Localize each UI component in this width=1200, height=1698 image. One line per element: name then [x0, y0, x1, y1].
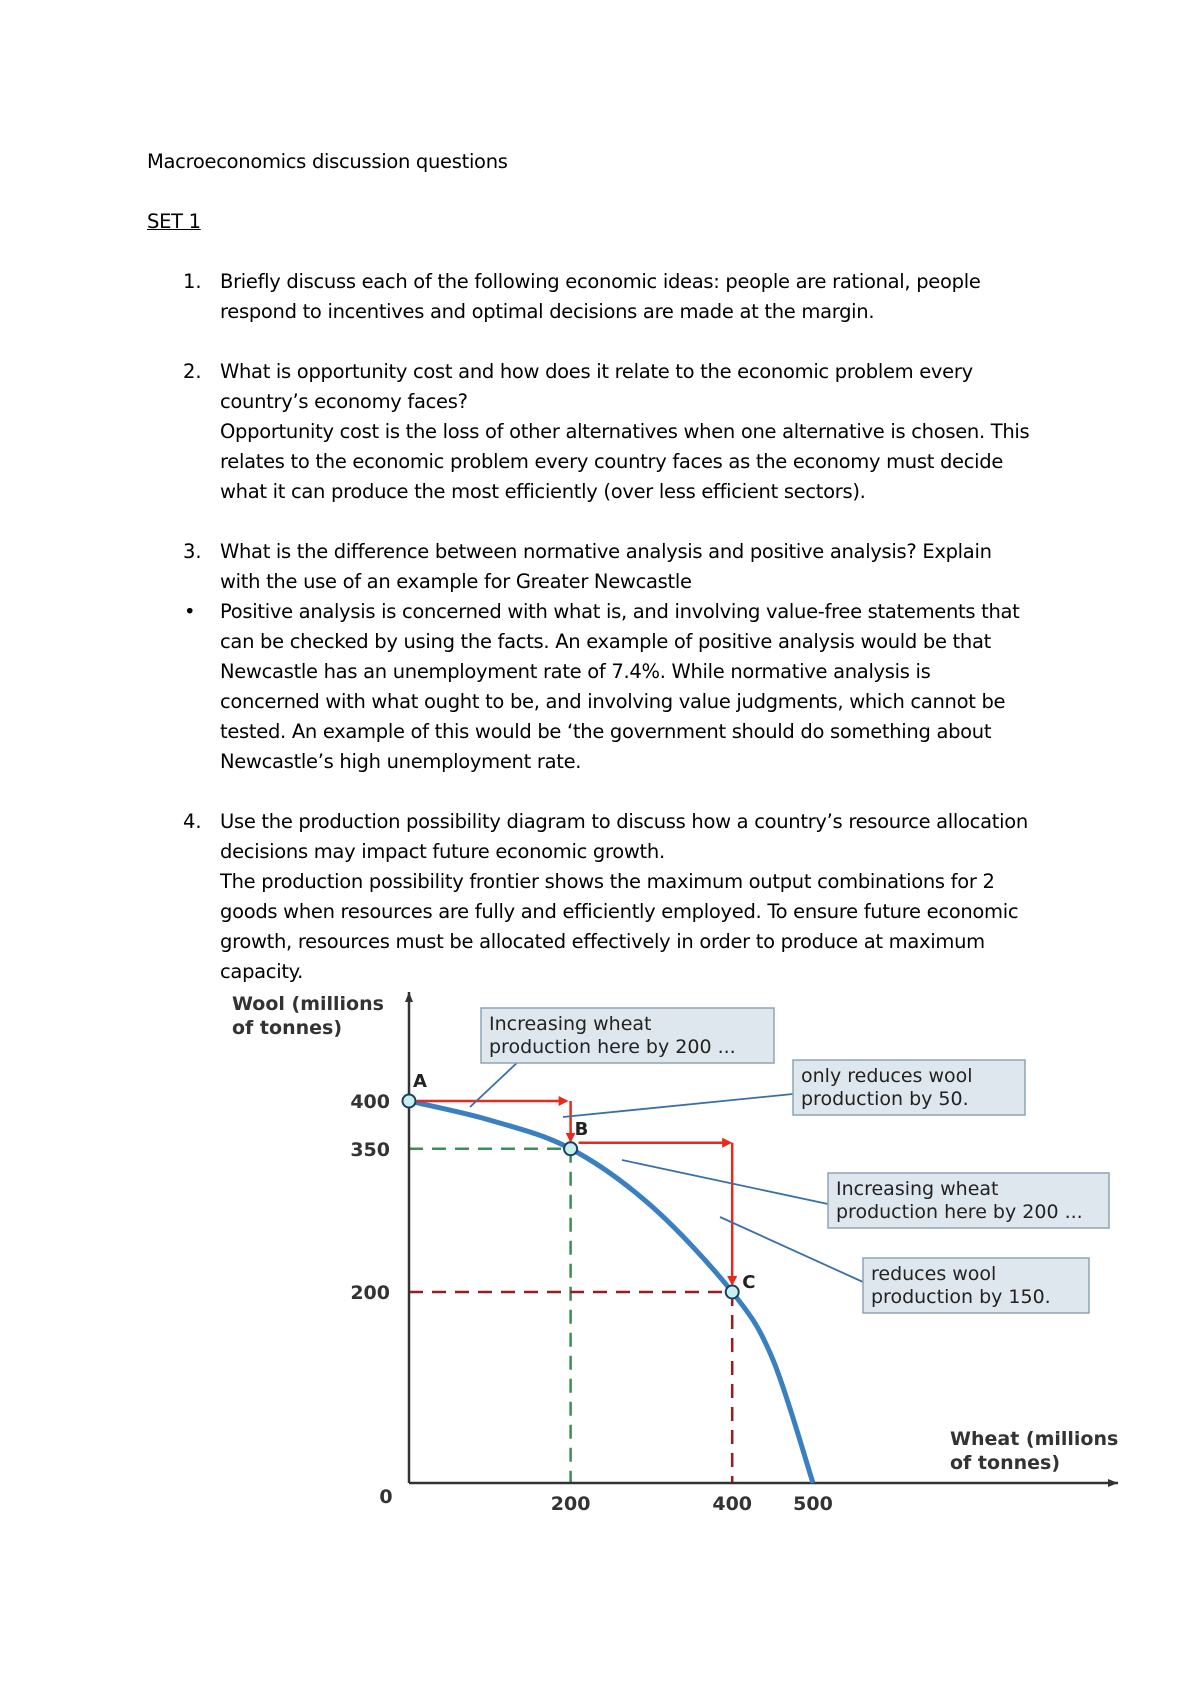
answer-3-bullet: •: [184, 600, 196, 623]
point-c-label: C: [742, 1272, 756, 1293]
callout-2: [793, 1060, 1025, 1115]
answer-2-line-3: what it can produce the most efficiently (over less efficient sectors).: [220, 480, 866, 503]
answer-4-line-4: capacity.: [220, 960, 304, 983]
y-tick-200: 200: [350, 1282, 390, 1304]
x-tick-500: 500: [793, 1493, 833, 1515]
connector-2: [563, 1094, 793, 1117]
question-2-line-1: What is opportunity cost and how does it relate to the economic problem every: [220, 360, 973, 383]
point-a: [403, 1095, 416, 1108]
y-tick-350: 350: [350, 1138, 390, 1161]
question-1-number: 1.: [183, 270, 202, 293]
callout-4-line-2: production by 150.: [871, 1286, 1051, 1308]
question-2-line-2: country’s economy faces?: [220, 390, 468, 413]
guide-lines: [409, 1149, 732, 1483]
set-heading: SET 1: [147, 210, 201, 233]
question-1-line-1: Briefly discuss each of the following economic ideas: people are rational, people: [220, 270, 981, 293]
question-3-line-1: What is the difference between normative analysis and positive analysis? Explain: [220, 540, 992, 563]
ppf-points: [403, 1071, 756, 1299]
callout-3-line-1: Increasing wheat: [836, 1178, 999, 1200]
question-3-number: 3.: [183, 540, 202, 563]
answer-4-line-3: growth, resources must be allocated effectively in order to produce at maximum: [220, 930, 985, 953]
point-b: [564, 1142, 577, 1155]
answer-3-line-1: Positive analysis is concerned with what is, and involving value-free statements that: [220, 600, 1020, 623]
question-4-number: 4.: [183, 810, 202, 833]
point-a-label: A: [413, 1071, 427, 1092]
x-tick-200: 200: [550, 1493, 591, 1515]
y-axis-title-line-2: of tonnes): [232, 1017, 343, 1039]
question-3-line-2: with the use of an example for Greater Newcastle: [220, 570, 692, 593]
origin-label: 0: [379, 1486, 393, 1508]
answer-2-line-1: Opportunity cost is the loss of other alternatives when one alternative is chosen. This: [220, 420, 1030, 443]
answer-3-line-3: Newcastle has an unemployment rate of 7.4%. While normative analysis is: [220, 660, 931, 683]
callout-4-line-1: reduces wool: [871, 1263, 997, 1285]
callout-4: [863, 1258, 1089, 1313]
answer-4-line-1: The production possibility frontier shows the maximum output combinations for 2: [220, 870, 995, 893]
answer-3-line-6: Newcastle’s high unemployment rate.: [220, 750, 582, 773]
answer-2-line-2: relates to the economic problem every country faces as the economy must decide: [220, 450, 1004, 473]
connector-3: [622, 1160, 828, 1204]
answer-4-line-2: goods when resources are fully and efficiently employed. To ensure future economic: [220, 900, 1019, 923]
question-2-number: 2.: [183, 360, 202, 383]
x-tick-400: 400: [712, 1493, 753, 1515]
answer-3-line-5: tested. An example of this would be ‘the government should do something about: [220, 720, 992, 743]
callout-1-line-1: Increasing wheat: [489, 1013, 652, 1035]
answer-3-line-4: concerned with what ought to be, and involving value judgments, which cannot be: [220, 690, 1006, 713]
callout-2-line-2: production by 50.: [801, 1088, 969, 1110]
callout-1: [481, 1008, 774, 1063]
answer-3-line-2: can be checked by using the facts. An example of positive analysis would be that: [220, 630, 991, 653]
x-axis-title-line-1: Wheat (millions: [950, 1428, 1119, 1450]
callout-2-line-1: only reduces wool: [801, 1065, 973, 1087]
x-axis-title-line-2: of tonnes): [950, 1452, 1061, 1474]
callout-1-line-2: production here by 200 ...: [489, 1036, 736, 1058]
point-c: [726, 1286, 739, 1299]
callout-3: [828, 1173, 1109, 1228]
question-1-line-2: respond to incentives and optimal decisions are made at the margin.: [220, 300, 875, 323]
document-title: Macroeconomics discussion questions: [147, 150, 508, 173]
callout-3-line-2: production here by 200 ...: [836, 1201, 1083, 1223]
point-b-label: B: [574, 1118, 589, 1140]
question-4-line-2: decisions may impact future economic growth.: [220, 840, 665, 863]
y-tick-400: 400: [350, 1091, 390, 1113]
y-axis-title-line-1: Wool (millions: [232, 993, 384, 1015]
question-4-line-1: Use the production possibility diagram to discuss how a country’s resource allocation: [220, 810, 1028, 833]
